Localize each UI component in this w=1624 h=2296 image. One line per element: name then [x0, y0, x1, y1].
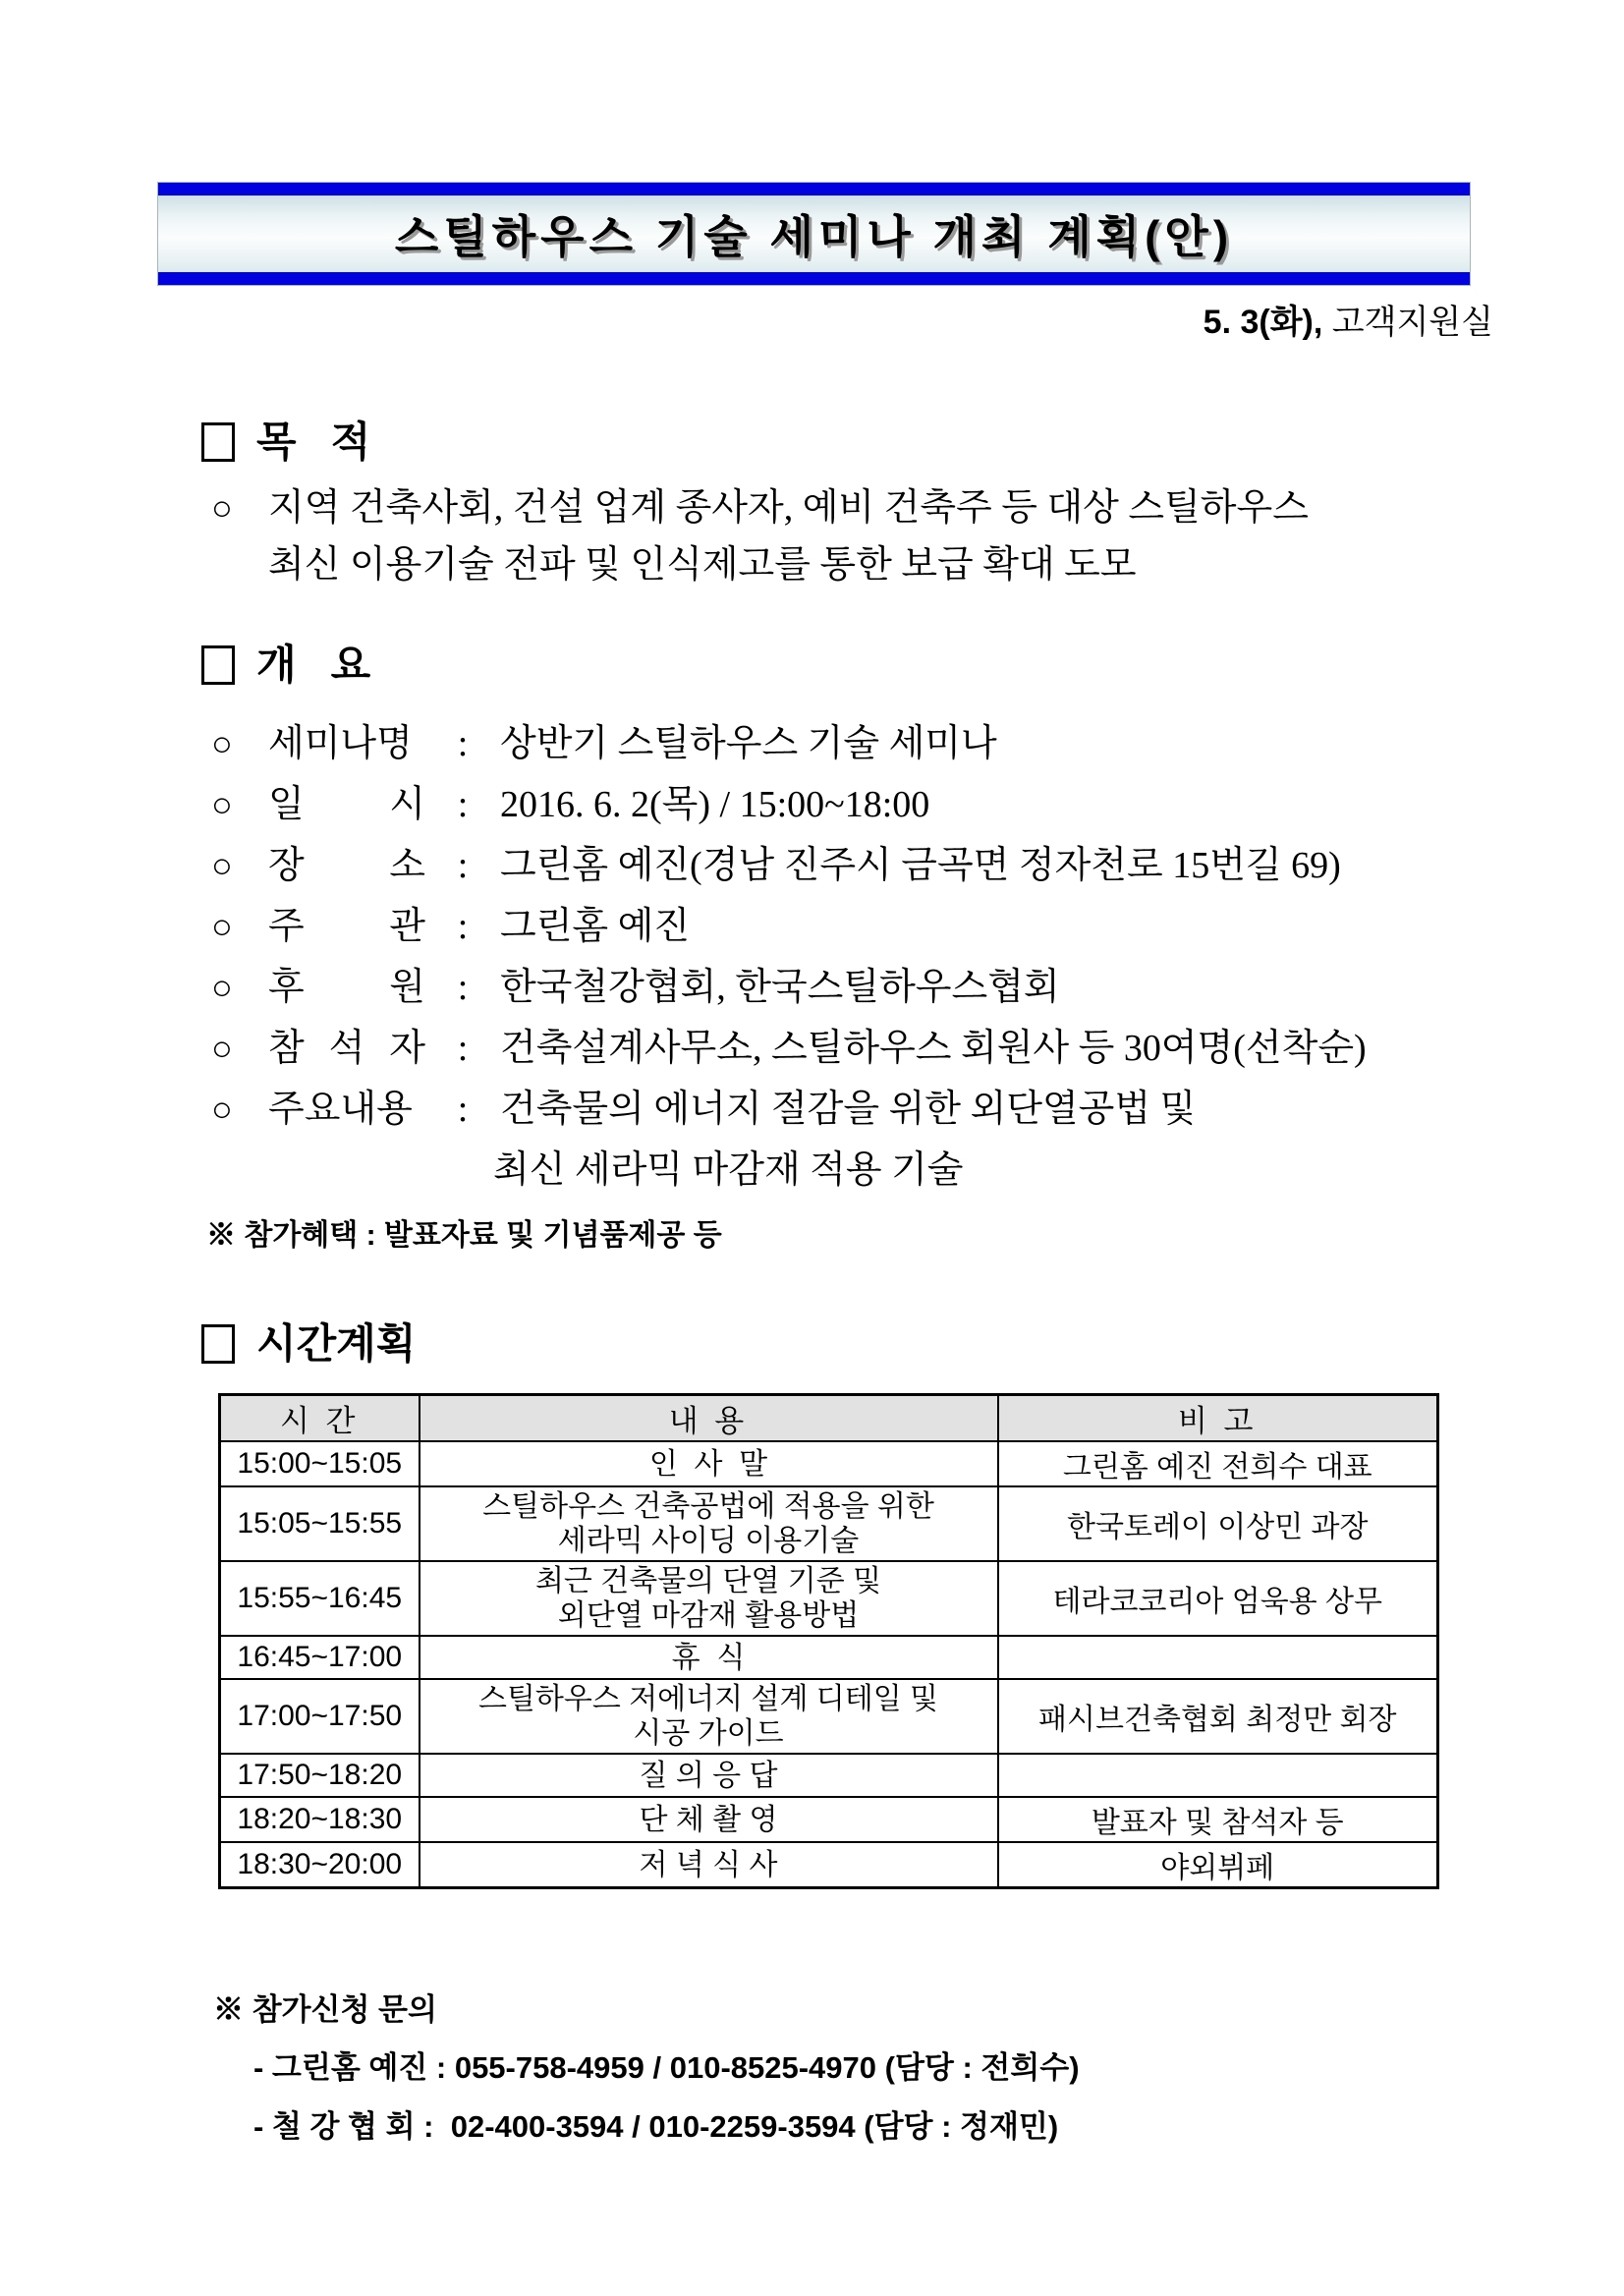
document-title: 스틸하우스 기술 세미나 개최 계획(안)	[394, 211, 1234, 262]
item-label: 장 소	[268, 845, 425, 886]
main-content-continuation: 최신 세라믹 마감재 적용 기술	[493, 1149, 964, 1191]
overview-item-sponsor	[211, 957, 1624, 1018]
circle-bullet-icon: ○	[211, 1090, 233, 1129]
cell-remark: 야외뷔페	[998, 1842, 1438, 1888]
header-content: 내 용	[420, 1395, 998, 1442]
cell-time: 15:05~15:55	[220, 1486, 420, 1561]
cell-content: 질 의 응 답	[420, 1754, 998, 1797]
cell-time: 16:45~17:00	[220, 1636, 420, 1679]
table-row	[220, 1636, 1438, 1679]
schedule-table	[218, 1393, 1439, 1889]
checkbox-square-icon	[201, 645, 235, 685]
checkbox-square-icon	[201, 422, 235, 462]
cell-content: 최근 건축물의 단열 기준 및 외단열 마감재 활용방법	[420, 1561, 998, 1636]
title-banner	[157, 182, 1471, 286]
contact-line-greenhome: - 그린홈 예진 : 055-758-4959 / 010-8525-4970 (담당 : 전희수)	[253, 2050, 1080, 2085]
table-row	[220, 1797, 1438, 1842]
cell-time: 18:20~18:30	[220, 1797, 420, 1842]
cell-remark: 패시브건축협회 최정만 회장	[998, 1679, 1438, 1754]
overview-item-organizer	[211, 896, 1624, 957]
cell-time: 15:00~15:05	[220, 1441, 420, 1486]
cell-content: 스틸하우스 저에너지 설계 디테일 및 시공 가이드	[420, 1679, 998, 1754]
cell-remark: 한국토레이 이상민 과장	[998, 1486, 1438, 1561]
cell-time: 15:55~16:45	[220, 1561, 420, 1636]
purpose-line1: 지역 건축사회, 건설 업계 종사자, 예비 건축주 등 대상 스틸하우스	[268, 487, 1309, 529]
item-colon: :	[457, 845, 469, 886]
circle-bullet-icon: ○	[211, 1029, 233, 1068]
banner-body	[158, 196, 1470, 272]
overview-item-main-content	[211, 1079, 1624, 1140]
cell-content: 스틸하우스 건축공법에 적용을 위한 세라믹 사이딩 이용기술	[420, 1486, 998, 1561]
purpose-bullet-line	[211, 479, 1624, 536]
item-colon: :	[457, 906, 469, 947]
table-row	[220, 1754, 1438, 1797]
overview-item-venue	[211, 835, 1624, 896]
section-heading-purpose	[201, 419, 1624, 466]
circle-bullet-icon: ○	[211, 846, 233, 885]
cell-content: 단 체 촬 영	[420, 1797, 998, 1842]
cell-content: 인 사 말	[420, 1441, 998, 1486]
cell-time: 17:00~17:50	[220, 1679, 420, 1754]
item-colon: :	[457, 784, 469, 825]
cell-remark: 그린홈 예진 전희수 대표	[998, 1441, 1438, 1486]
cell-remark	[998, 1636, 1438, 1679]
item-value: 그린홈 예진	[500, 906, 691, 947]
cell-remark	[998, 1754, 1438, 1797]
section-heading-schedule	[201, 1320, 1624, 1368]
circle-bullet-icon: ○	[211, 907, 233, 946]
section-heading-overview	[201, 642, 1624, 689]
header-remark: 비 고	[998, 1395, 1438, 1442]
cell-remark: 테라코코리아 엄욱용 상무	[998, 1561, 1438, 1636]
item-colon: :	[457, 967, 469, 1008]
item-value: 상반기 스틸하우스 기술 세미나	[500, 723, 997, 764]
item-value: 2016. 6. 2(목) / 15:00~18:00	[500, 784, 930, 825]
item-value: 건축물의 에너지 절감을 위한 외단열공법 및	[500, 1089, 1197, 1130]
cell-time: 17:50~18:20	[220, 1754, 420, 1797]
contact-title: ※ 참가신청 문의	[213, 1992, 437, 2027]
circle-bullet-icon: ○	[211, 785, 233, 824]
table-row	[220, 1679, 1438, 1754]
benefit-note: ※ 참가혜택 : 발표자료 및 기념품제공 등	[206, 1219, 722, 1252]
circle-bullet-icon: ○	[211, 724, 233, 763]
cell-remark: 발표자 및 참석자 등	[998, 1797, 1438, 1842]
circle-bullet-icon: ○	[211, 968, 233, 1007]
item-label: 주요내용	[268, 1089, 413, 1130]
table-header-row	[220, 1395, 1438, 1442]
date-text: 5. 3(화),	[1203, 304, 1332, 341]
item-label: 세미나명	[268, 723, 413, 764]
header-time: 시 간	[220, 1395, 420, 1442]
cell-content: 휴 식	[420, 1636, 998, 1679]
banner-top-bar	[158, 183, 1470, 196]
table-row	[220, 1486, 1438, 1561]
item-value: 건축설계사무소, 스틸하우스 회원사 등 30여명(선착순)	[500, 1028, 1367, 1069]
item-label: 일 시	[268, 784, 425, 825]
cell-content: 저 녁 식 사	[420, 1842, 998, 1888]
item-label: 후 원	[268, 967, 425, 1008]
checkbox-square-icon	[201, 1324, 235, 1364]
banner-bottom-bar	[158, 272, 1470, 285]
circle-bullet-icon: ○	[211, 488, 233, 528]
item-colon: :	[457, 723, 469, 764]
item-colon: :	[457, 1028, 469, 1069]
item-value: 그린홈 예진(경남 진주시 금곡면 정자천로 15번길 69)	[500, 845, 1341, 886]
section-title-purpose: 목 적	[256, 419, 371, 465]
item-colon: :	[457, 1089, 469, 1130]
department-text: 고객지원실	[1331, 305, 1493, 341]
overview-item-seminar-name	[211, 713, 1624, 774]
dateline	[0, 300, 1493, 346]
contact-line-steel-association: - 철 강 협 회 : 02-400-3594 / 010-2259-3594 (담당 : 정재민)	[253, 2109, 1059, 2144]
purpose-line2: 최신 이용기술 전파 및 인식제고를 통한 보급 확대 도모	[268, 544, 1137, 586]
table-row	[220, 1842, 1438, 1888]
section-title-schedule: 시간계획	[256, 1320, 417, 1367]
overview-item-attendees	[211, 1018, 1624, 1079]
cell-time: 18:30~20:00	[220, 1842, 420, 1888]
table-row	[220, 1441, 1438, 1486]
item-label: 참 석 자	[268, 1028, 425, 1069]
item-label: 주 관	[268, 906, 425, 947]
section-title-overview: 개 요	[256, 642, 371, 688]
item-value: 한국철강협회, 한국스틸하우스협회	[500, 967, 1060, 1008]
overview-item-datetime	[211, 774, 1624, 835]
table-row	[220, 1561, 1438, 1636]
